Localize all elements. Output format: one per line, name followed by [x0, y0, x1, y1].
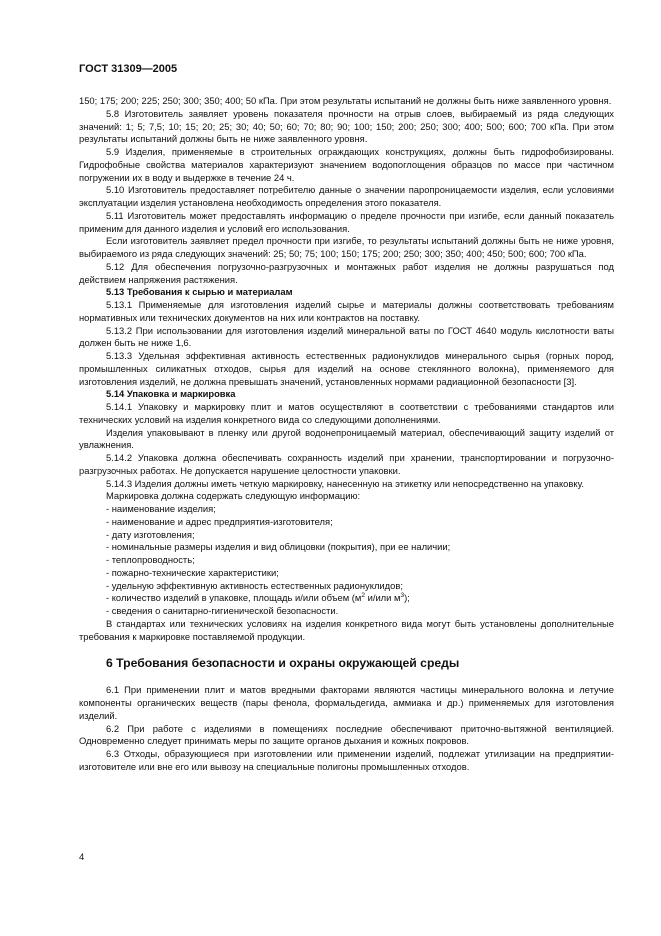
heading-5-13: 5.13 Требования к сырью и материалам — [106, 286, 293, 298]
superscript: 3 — [400, 592, 405, 600]
paragraph-5-14-3: 5.14.3 Изделия должны иметь четкую маркировку, нанесенную на этикетку или непосредственно на упаковку. — [106, 477, 584, 489]
list-item-text: - количество изделий в упаковке, площадь и/или объем (м — [106, 592, 362, 604]
superscript: 2 — [361, 592, 365, 600]
paragraph-marking-note: В стандартах или технических условиях на изделия конкретного вида могут быть установлены дополнительные требования к маркировке поставляемой продукции. — [79, 617, 614, 642]
list-item: - теплопроводность; — [106, 554, 195, 565]
paragraph-5-11: 5.11 Изготовитель может предоставлять информацию о пределе прочности при изгибе, если данный показатель применим для данного изделия и условий его использования. — [79, 209, 614, 234]
list-item: - номинальные размеры изделия и вид облицовки (покрытия), при ее наличии; — [106, 541, 451, 553]
list-item: - сведения о санитарно-гигиенической безопасности. — [106, 605, 339, 616]
paragraph-5-13-2: 5.13.2 При использовании для изготовления изделий минеральной ваты по ГОСТ 4640 модуль кислотности ваты должен быть не ниже 1,6. — [79, 324, 614, 349]
paragraph-5-13-1: 5.13.1 Применяемые для изготовления изделий сырье и материалы должны соответствовать требованиям нормативных или технических документов на них или контрактов на поставку. — [79, 299, 614, 323]
list-item: - наименование изделия; — [106, 503, 216, 514]
paragraph-5-12: 5.12 Для обеспечения погрузочно-разгрузочных и монтажных работ изделия не должны разрушаться под действием напряжения растяжения. — [79, 260, 614, 285]
paragraph: 150; 175; 200; 225; 250; 300; 350; 400; 50 кПа. При этом результаты испытаний не должны быть ниже заявленного уровня. — [79, 95, 612, 106]
document-header: ГОСТ 31309—2005 — [79, 63, 178, 75]
list-item: - удельную эффективную активность естественных радионуклидов; — [106, 579, 403, 591]
paragraph-5-11-cont: Если изготовитель заявляет предел прочности при изгибе, то результаты испытаний должны быть не ниже уровня, выбираемого из ряда следующих значений: 25; 50; 75; 100; 150; 175; 200; 250; 300; 350; 400; 450; 500; 600; 700 кПа. — [79, 235, 614, 259]
paragraph-5-13-3: 5.13.3 Удельная эффективная активность естественных радионуклидов минерального сырья (горных пород, промышленных силикатных отходов, сырья для изделий на основе стеклянного волокна), применяемого для изготовления изделий, не должна превышать значений, установленных нормами радиационной безопасности [3]. — [79, 350, 614, 387]
paragraph-6-2: 6.2 При работе с изделиями в помещениях последние обеспечивают приточно-вытяжной вентиляцией. Одновременно следует принимать меры по защите органов дыхания и кожных покровов. — [79, 722, 614, 747]
paragraph-6-3: 6.3 Отходы, образующиеся при изготовлении или применении изделий, подлежат утилизации на предприятии-изготовителе или вне его или вывозу на специальные полигоны промышленных отходов. — [79, 748, 614, 772]
list-item: - дату изготовления; — [106, 528, 195, 540]
heading-5-14: 5.14 Упаковка и маркировка — [106, 388, 236, 400]
paragraph-5-8: 5.8 Изготовитель заявляет уровень показателя прочности на отрыв слоев, выбираемый из ряда следующих значений: 1; 5; 7,5; 10; 15; 20; 25; 30; 40; 50; 60; 70; 80; 90; 100; 150; 200; 250; 300; 400; 500; 600; 700 кПа. При этом результаты испытаний должны быть не ниже заявленного уровня. — [79, 107, 614, 145]
paragraph-5-10: 5.10 Изготовитель предоставляет потребителю данные о значении паропроницаемости изделия, если условиями эксплуатации изделия установлена необходимость определения этого показателя. — [79, 184, 614, 208]
document-body — [79, 95, 614, 774]
paragraph-5-9: 5.9 Изделия, применяемые в строительных ограждающих конструкциях, должны быть гидрофобизированы. Гидрофобные свойства материалов характеризуют значением водопоглощения образцов по массе при частичном погружении их в воду и выдержке в течение 24 ч. — [79, 146, 614, 183]
section-6-heading: 6 Требования безопасности и охраны окружающей среды — [106, 656, 460, 671]
list-item-text: ); — [404, 592, 410, 604]
paragraph-6-1: 6.1 При применении плит и матов вредными факторами являются частицы минерального волокна и летучие компоненты органических веществ (пары фенола, формальдегида, аммиака и др.) применяемых для изготовления изделий. — [79, 684, 614, 721]
list-item — [79, 592, 614, 605]
list-item: - пожарно-технические характеристики; — [106, 566, 279, 578]
paragraph-5-14-1-cont: Изделия упаковывают в пленку или другой водонепроницаемый материал, обеспечивающий защиту изделий от увлажнения. — [79, 426, 614, 451]
paragraph-5-14-1: 5.14.1 Упаковку и маркировку плит и матов осуществляют в соответствии с требованиями стандартов или технических условий на изделия конкретного вида со следующими дополнениями. — [79, 401, 614, 425]
list-item-text: и/или м — [365, 592, 401, 604]
marking-intro: Маркировка должна содержать следующую информацию: — [106, 490, 361, 502]
paragraph-5-14-2: 5.14.2 Упаковка должна обеспечивать сохранность изделий при хранении, транспортировании и погрузочно-разгрузочных работах. Не допускается нарушение целостности упаковки. — [79, 452, 614, 476]
page-number: 4 — [79, 852, 85, 863]
list-item: - наименование и адрес предприятия-изготовителя; — [106, 515, 333, 527]
